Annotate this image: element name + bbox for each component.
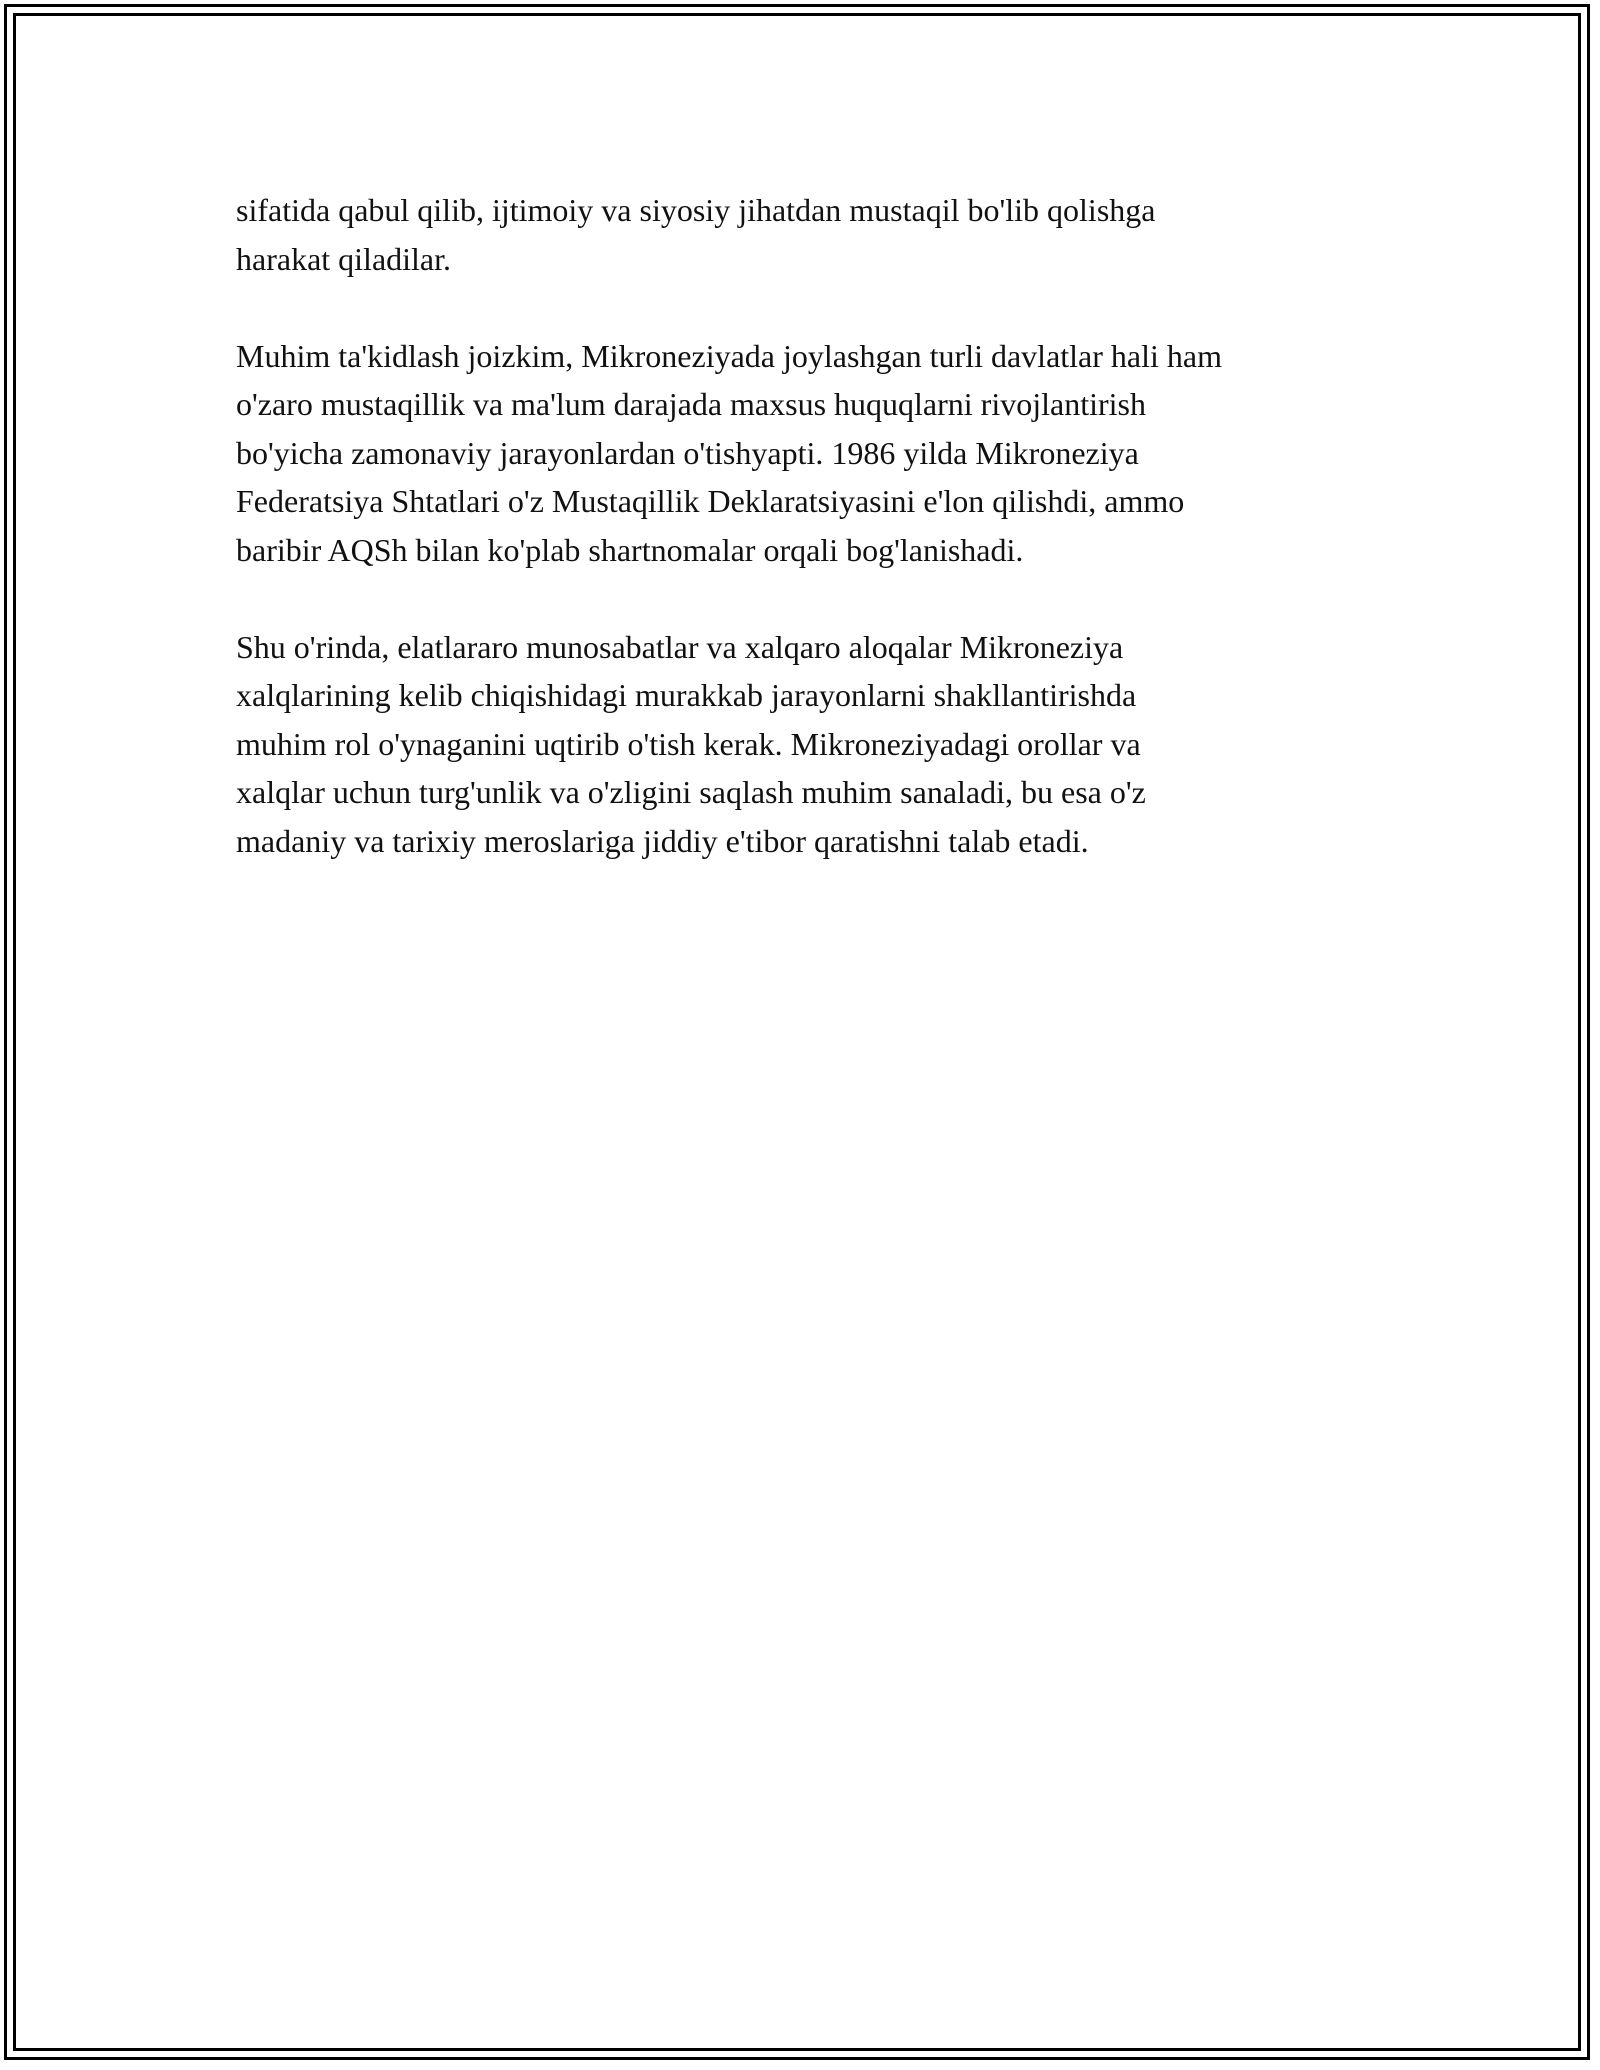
paragraph-1: sifatida qabul qilib, ijtimoiy va siyosiy jihatdan mustaqil bo'lib qolishga harakat qiladilar. <box>236 192 1156 277</box>
paragraph-3: Shu o'rinda, elatlararo munosabatlar va xalqaro aloqalar Mikroneziya xalqlarining kelib chiqishidagi murakkab jarayonlarni shakllantirishda muhim rol o'ynaganini uqtirib o'tish kerak. Mikroneziyadagi orollar va xalqlar uchun turg'unlik va o'zligini saqlash muhim sanaladi, bu esa o'z madaniy va tarixiy meroslariga jiddiy e'tibor qaratishni talab etadi. <box>236 628 1146 859</box>
page-body <box>236 186 1396 914</box>
paragraph-2: Muhim ta'kidlash joizkim, Mikroneziyada joylashgan turli davlatlar hali ham o'zaro mustaqillik va ma'lum darajada maxsus huquqlarni rivojlantirish bo'yicha zamonaviy jarayonlardan o'tishyapti. 1986 yilda Mikroneziya Federatsiya Shtatlari o'z Mustaqillik Deklaratsiyasini e'lon qilishdi, ammo baribir AQSh bilan ko'plab shartnomalar orqali bog'lanishadi. <box>236 337 1222 568</box>
